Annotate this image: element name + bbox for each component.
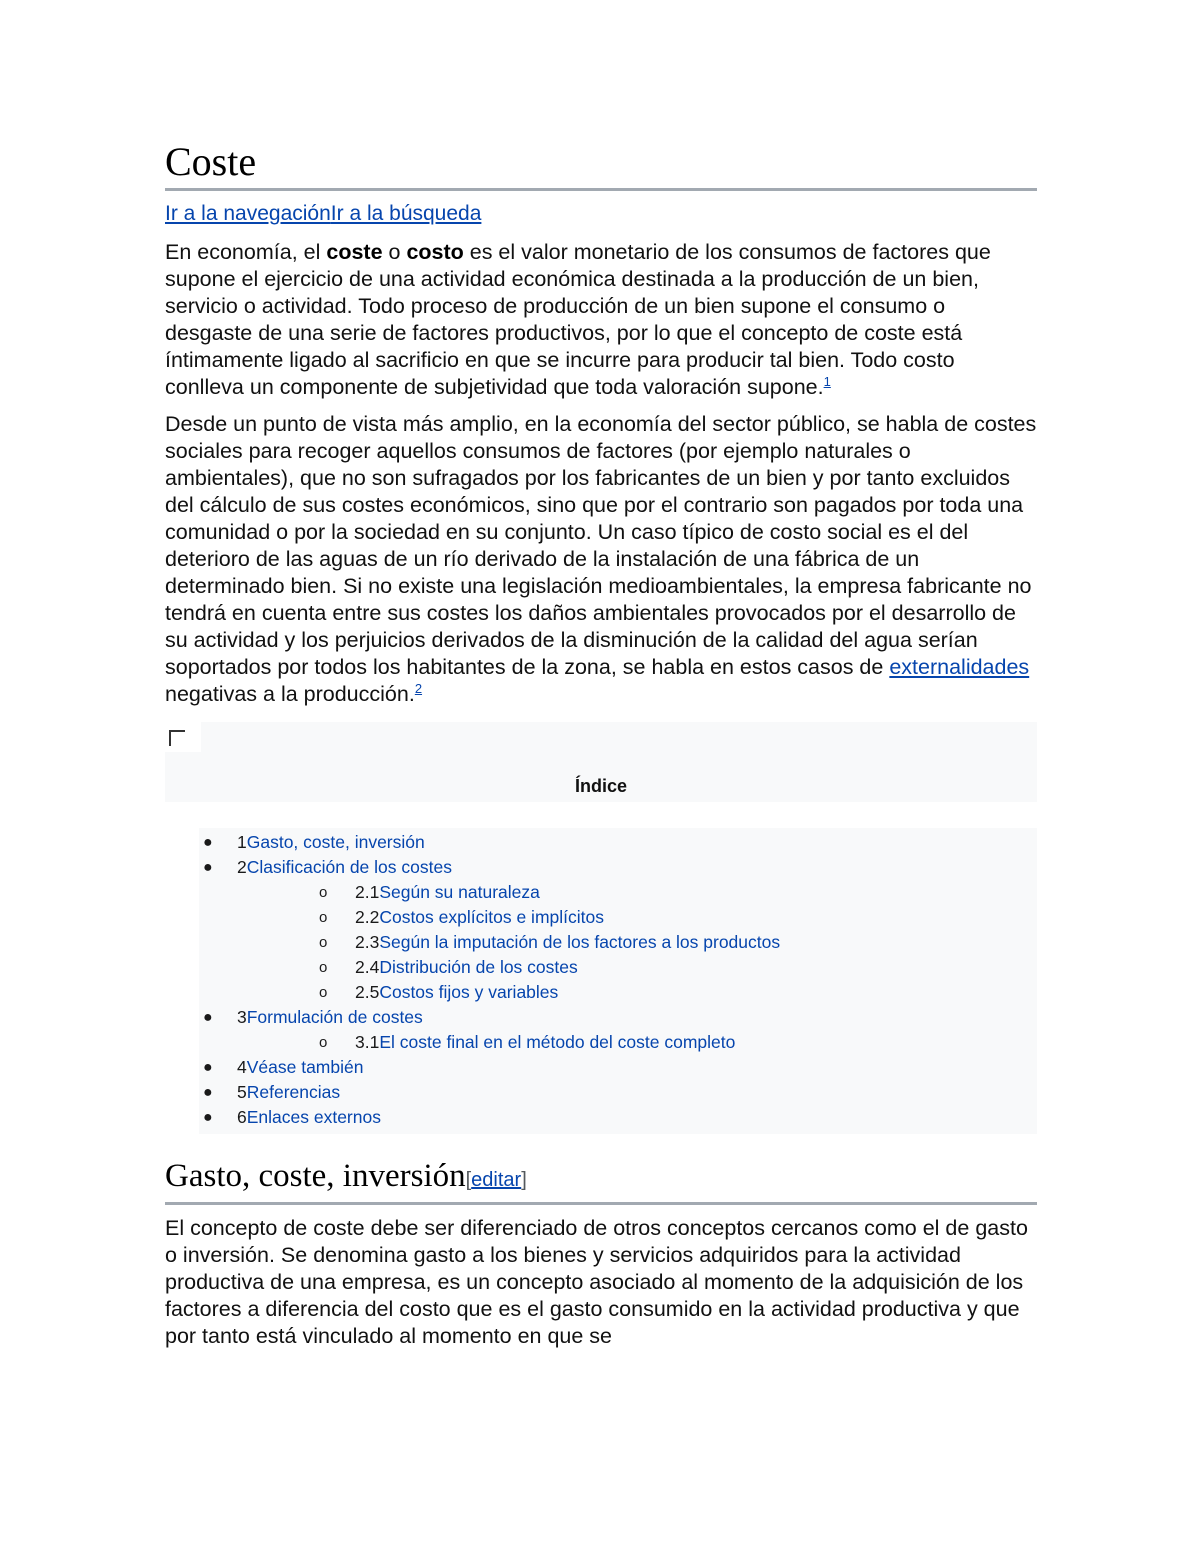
jump-to-search-link[interactable]: Ir a la búsqueda: [330, 202, 482, 225]
edit-section-link: [editar]: [465, 1169, 527, 1191]
intro-paragraph-2: Desde un punto de vista más amplio, en la economía del sector público, se habla de costes sociales para recoger aquellos consumos de factores (por ejemplo naturales o ambientales), que no son sufragados por los fabricantes de un bien y por tanto excluidos del cálculo de sus costes económicos, sino que por el contrario son pagados por toda una comunidad o por la sociedad en su conjunto. Un caso típico de costo social es el del deterioro de las aguas de un río derivado de la instalación de una fábrica de un determinado bien. Si no existe una legislación medioambientales, la empresa fabricante no tendrá en cuenta entre sus costes los daños ambientales provocados por el desarrollo de su actividad y los perjuicios derivados de la disminución de la calidad del agua serían soportados por todos los habitantes de la zona, se habla en estos casos de externalidades negativas a la producción.$^2$: [165, 412, 1037, 706]
toc-item-4[interactable]: ● 4Véase también: [199, 1055, 1037, 1080]
toc-item-2-3[interactable]: o 2.3Según la imputación de los factores a los productos: [199, 930, 1037, 955]
toc-item-2-1[interactable]: o 2.1Según su naturaleza: [199, 880, 1037, 905]
toc-item-1[interactable]: ● 1Gasto, coste, inversión: [199, 830, 1037, 855]
intro-paragraph-1: En economía, el coste o costo es el valor monetario de los consumos de factores que supone el ejercicio de una actividad económica destinada a la producción de un bien, servicio o actividad. Todo proceso de producción de un bien supone el consumo o desgaste de una serie de factores productivos, por lo que el concepto de coste está íntimamente ligado al sacrificio en que se incurre para producir tal bien. Todo costo conlleva un componente de subjetividad que toda valoración supone.$^1$: [165, 240, 991, 399]
externalidades-link[interactable]: externalidades: [889, 655, 1030, 679]
toc-item-2[interactable]: ● 2Clasificación de los costes: [199, 855, 1037, 880]
term-coste: coste: [326, 240, 383, 264]
bullet-icon: ●: [203, 1084, 213, 1101]
toc-title: Índice: [574, 776, 627, 796]
toc-item-2-5[interactable]: o 2.5Costos fijos y variables: [199, 980, 1037, 1005]
bullet-icon: ●: [203, 1109, 213, 1126]
toc-item-2-4[interactable]: o 2.4Distribución de los costes: [199, 955, 1037, 980]
bullet-icon: ●: [203, 834, 213, 851]
circle-bullet-icon: o: [319, 984, 328, 1001]
toc-item-3[interactable]: ● 3Formulación de costes: [199, 1005, 1037, 1030]
bullet-icon: ●: [203, 1059, 213, 1076]
jump-to-navigation-link[interactable]: Ir a la navegación: [165, 202, 331, 225]
circle-bullet-icon: o: [319, 959, 328, 976]
circle-bullet-icon: o: [319, 884, 328, 901]
toc-header: [165, 722, 1037, 802]
section-heading-gasto-coste-inversion: Gasto, coste, inversión[editar]: [165, 1156, 1037, 1205]
circle-bullet-icon: o: [319, 934, 328, 951]
circle-bullet-icon: o: [319, 1034, 328, 1051]
section-1-paragraph: El concepto de coste debe ser diferenciado de otros conceptos cercanos como el de gasto o inversión. Se denomina gasto a los bienes y servicios adquiridos para la actividad productiva de una empresa, es un concepto asociado al momento de la adquisición de los factores a diferencia del costo que es el gasto consumido en la actividad productiva y que por tanto está vinculado al momento en que se: [165, 1216, 1028, 1348]
bullet-icon: ●: [203, 859, 213, 876]
toc-item-3-1[interactable]: o 3.1El coste final en el método del coste completo: [199, 1030, 1037, 1055]
toc-item-5[interactable]: ● 5Referencias: [199, 1080, 1037, 1105]
bullet-icon: ●: [203, 1009, 213, 1026]
reference-2-link[interactable]: 2: [414, 680, 423, 696]
toc-list: [199, 828, 1037, 1134]
toc-toggle-checkbox[interactable]: [165, 722, 201, 752]
reference-1-link[interactable]: 1: [823, 373, 831, 389]
toc-item-6[interactable]: ● 6Enlaces externos: [199, 1105, 1037, 1130]
jump-links: [165, 199, 1037, 229]
page-title: Coste: [165, 138, 1037, 191]
edit-link[interactable]: editar: [471, 1169, 522, 1191]
circle-bullet-icon: o: [319, 909, 328, 926]
article: [165, 138, 1037, 1350]
toc-item-2-2[interactable]: o 2.2Costos explícitos e implícitos: [199, 905, 1037, 930]
checkbox-icon: [169, 730, 185, 746]
term-costo: costo: [406, 240, 464, 264]
